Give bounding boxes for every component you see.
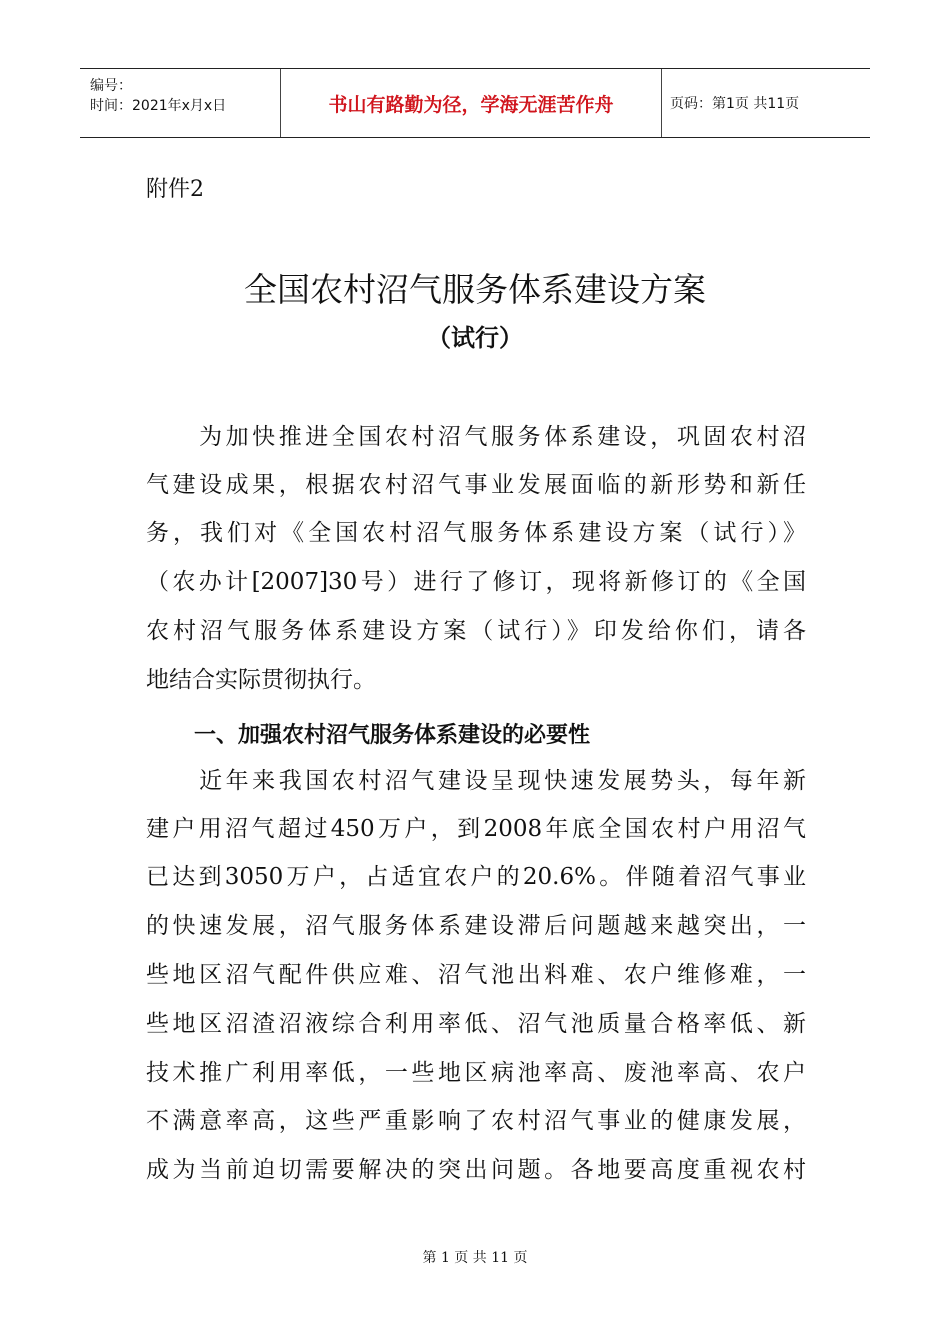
text-line: （农办计[2007]30号）进行了修订，现将新修订的《全国 xyxy=(146,569,806,595)
text-line: 务，我们对《全国农村沼气服务体系建设方案（试行）》 xyxy=(146,520,806,546)
page-info: 页码：第1页 共11页 xyxy=(670,96,800,112)
text-line: 成为当前迫切需要解决的突出问题。各地要高度重视农村 xyxy=(146,1157,806,1183)
page-subtitle: （试行） xyxy=(427,324,523,352)
page-footer: 第 1 页 共 11 页 xyxy=(422,1250,528,1266)
text-line: 些地区沼渣沼液综合利用率低、沼气池质量合格率低、新 xyxy=(146,1011,806,1037)
text-line: 气建设成果，根据农村沼气事业发展面临的新形势和新任 xyxy=(146,472,806,498)
text-line: 近年来我国农村沼气建设呈现快速发展势头，每年新 xyxy=(146,768,806,794)
code-label: 编号： xyxy=(90,78,132,94)
attachment-label: 附件2 xyxy=(146,177,204,202)
motto: 书山有路勤为径，学海无涯苦作舟 xyxy=(281,69,662,137)
text-line: 为加快推进全国农村沼气服务体系建设，巩固农村沼 xyxy=(146,424,806,450)
text-line: 已达到3050万户，占适宜农户的20.6%。伴随着沼气事业 xyxy=(146,864,806,890)
text-line: 地结合实际贯彻执行。 xyxy=(146,667,376,693)
section-heading: 一、加强农村沼气服务体系建设的必要性 xyxy=(194,723,591,748)
text-line: 农村沼气服务体系建设方案（试行）》印发给你们，请各 xyxy=(146,618,806,644)
time-label: 时间：2021年x月x日 xyxy=(90,98,227,114)
text-line: 的快速发展，沼气服务体系建设滞后问题越来越突出，一 xyxy=(146,913,806,939)
header-meta xyxy=(80,69,281,137)
text-line: 建户用沼气超过450万户，到2008年底全国农村户用沼气 xyxy=(146,816,806,842)
page-title: 全国农村沼气服务体系建设方案 xyxy=(244,270,706,309)
text-line: 不满意率高，这些严重影响了农村沼气事业的健康发展， xyxy=(146,1108,806,1134)
header-table xyxy=(80,68,870,138)
text-line: 技术推广利用率低，一些地区病池率高、废池率高、农户 xyxy=(146,1060,806,1086)
text-line: 些地区沼气配件供应难、沼气池出料难、农户维修难，一 xyxy=(146,962,806,988)
